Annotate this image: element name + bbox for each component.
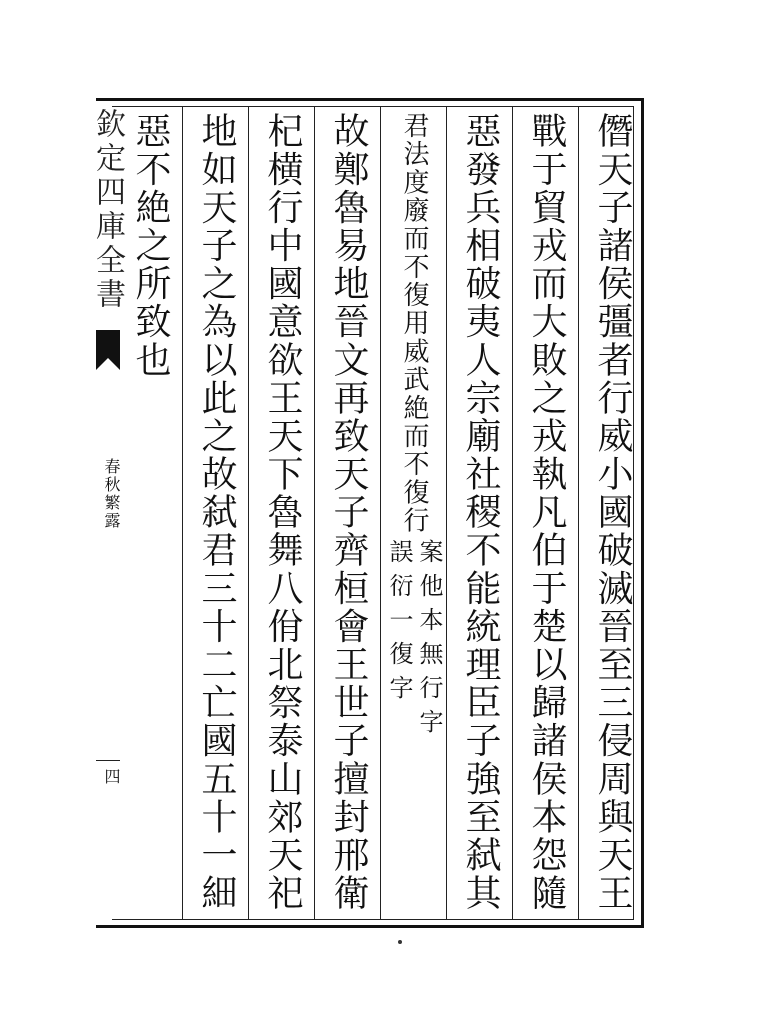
column-divider (248, 106, 249, 920)
column-text: 故鄭魯易地晉文再致天子齊桓會王世子擅封邢衛 (328, 112, 369, 912)
annotation-note (387, 539, 441, 743)
column-text: 地如天子之為以此之故弑君三十二亡國五十一細 (196, 112, 237, 912)
column-text: 君法度廢而不復用威武絶而不復行 (399, 112, 429, 535)
text-column-5 (316, 112, 380, 912)
text-column-2 (514, 112, 578, 912)
column-divider (314, 106, 315, 920)
column-text: 僭天子諸侯彊者行威小國破滅晉至三侵周與天王 (592, 112, 633, 912)
column-text: 杞横行中國意欲王天下魯舞八佾北祭泰山郊天祀 (262, 112, 303, 912)
text-column-4 (382, 112, 446, 912)
column-text: 惡不絶之所致也 (130, 112, 171, 379)
column-text: 戰于貿戎而大敗之戎執凡伯于楚以歸諸侯本怨隨 (526, 112, 567, 912)
text-column-8 (118, 112, 182, 912)
text-column-7 (184, 112, 248, 912)
column-divider (380, 106, 381, 920)
margin-rule (96, 760, 120, 761)
text-column-1 (580, 112, 644, 912)
column-divider (512, 106, 513, 920)
margin-book-title: 春秋繁露 (102, 458, 121, 530)
column-text: 惡發兵相破夷人宗廟社稷不能統理臣子強至弑其 (460, 112, 501, 912)
text-column-6 (250, 112, 314, 912)
annotation-line: 案他本無行字 (415, 538, 443, 743)
margin-collection-title: 欽定四庫全書 (90, 108, 125, 312)
margin-page-number: 四 (102, 768, 121, 784)
column-divider (578, 106, 579, 920)
annotation-line: 誤衍一復字 (385, 538, 413, 709)
column-divider (446, 106, 447, 920)
text-column-3 (448, 112, 512, 912)
ink-dot (398, 940, 402, 944)
column-divider (182, 106, 183, 920)
